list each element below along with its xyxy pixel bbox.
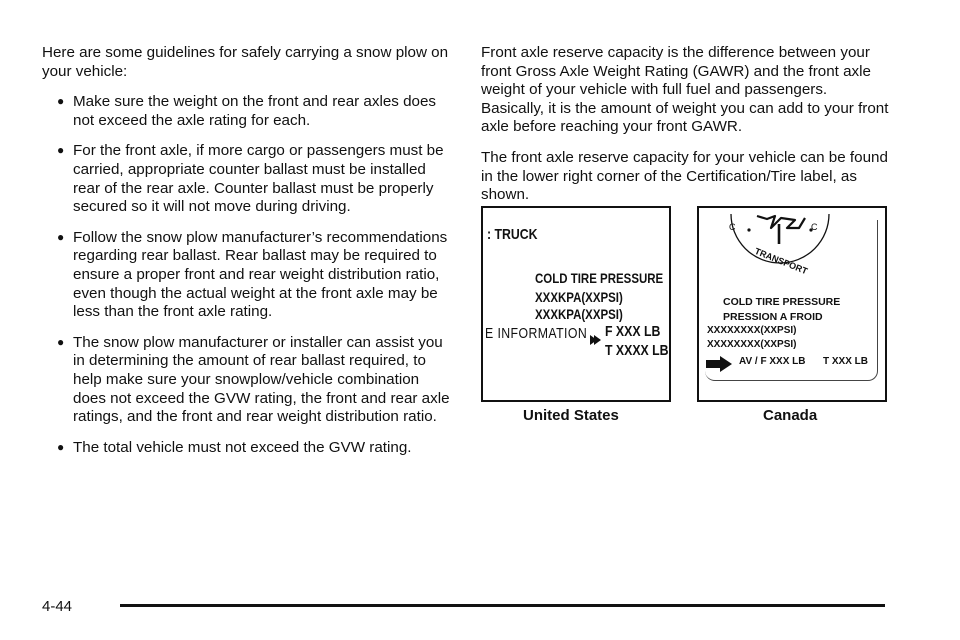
list-item: ● Make sure the weight on the front and rear axles does not exceed the axle rating for each. [57, 93, 437, 129]
canada-label-caption: Canada [763, 407, 818, 424]
bullet-icon: ● [57, 143, 65, 158]
intro-paragraph: Here are some guidelines for safely carrying a snow plow on your vehicle: [42, 44, 449, 80]
seal-transport-text: TRANSPORT [753, 246, 809, 277]
bullet-icon: ● [57, 229, 65, 244]
guidelines-list [42, 93, 450, 457]
us-tire-label [481, 206, 671, 402]
truck-line: : TRUCK [487, 226, 538, 243]
list-item: ● For the front axle, if more cargo or passengers must be carried, appropriate counter ballast must be installed rear of the rear axle. Counter ballast must be properly secured so it will not move during driving. [57, 142, 444, 216]
bullet-icon: ● [57, 334, 65, 349]
cold-tire-pressure: COLD TIRE PRESSURE [723, 296, 841, 308]
total-reserve-lb: T XXX LB [823, 356, 869, 367]
pressure-value-2: XXXXXXXX(XXPSI) [707, 339, 797, 350]
reserve-capacity-paragraph: Front axle reserve capacity is the difference between your front Gross Axle Weight Rating (GAWR) and the front axle weight of your vehicle with full fuel and passengers. Basically, it is the amount of weight you can add to your front axle before reaching your front GAWR. [481, 44, 889, 136]
pressure-value-1: XXXXXXXX(XXPSI) [707, 325, 797, 336]
seal-letter-left: C [729, 222, 736, 232]
pression-a-froid: PRESSION A FROID [723, 311, 823, 323]
information-line: E INFORMATION [485, 325, 588, 342]
footer-rule [120, 604, 885, 607]
canada-tire-label [697, 206, 887, 402]
us-label-caption: United States [523, 407, 619, 424]
pressure-value-2: XXXKPA(XXPSI) [535, 306, 623, 322]
seal-letter-right: C [811, 222, 818, 232]
left-column [42, 44, 450, 469]
cold-tire-pressure: COLD TIRE PRESSURE [535, 270, 664, 286]
right-column [481, 44, 891, 217]
arrow-icon [705, 355, 733, 373]
bullet-icon: ● [57, 439, 65, 454]
list-item: ● The snow plow manufacturer or installer can assist you in determining the amount of rear ballast required, to help make sure your snowplow/vehicle combination does not exceed the GVW rating, the front and rear axle ratings, and the front and rear weight distribution ratio. [57, 333, 450, 426]
arrow-icon [589, 332, 603, 348]
list-item: ● Follow the snow plow manufacturer’s recommendations regarding rear ballast. Rear ballast may be required to ensure a proper front and rear weight distribution ratio, even though the actual weight at the front axle may be less than the front axle rating. [57, 228, 448, 321]
pressure-value-1: XXXKPA(XXPSI) [535, 289, 623, 305]
front-reserve-lb: AV / F XXX LB [739, 356, 806, 367]
page-number: 4-44 [42, 598, 73, 615]
bullet-icon: ● [57, 94, 65, 109]
list-item: ● The total vehicle must not exceed the GVW rating. [57, 438, 412, 456]
total-reserve-lb: T XXXX LB [605, 342, 669, 359]
front-reserve-lb: F XXX LB [605, 323, 661, 340]
label-location-paragraph: The front axle reserve capacity for your vehicle can be found in the lower right corner of the Certification/Tire label, as shown. [481, 148, 888, 204]
